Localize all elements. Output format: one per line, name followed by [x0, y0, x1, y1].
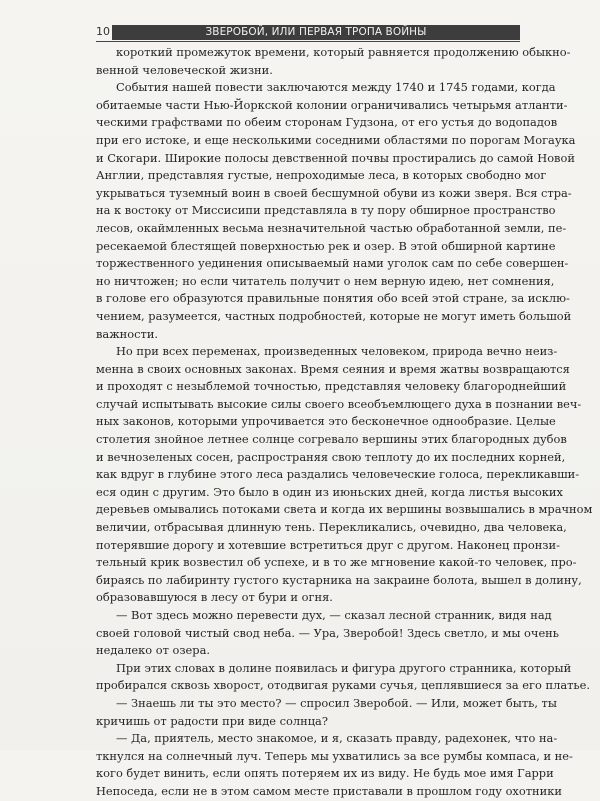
text-line: важности. [96, 326, 159, 341]
text-line: и вечнозеленых сосен, распространяя свою теплоту до их последних корней, [96, 449, 566, 464]
text-line: лесов, окаймленных весьма незначительной частью обработанной земли, пе- [96, 220, 567, 235]
body-text [96, 44, 593, 801]
paragraph [96, 660, 590, 695]
text-line: и Скогари. Широкие полосы девственной почвы простирались до самой Новой [96, 150, 575, 165]
text-line: бираясь по лабиринту густого кустарника на закраине болота, вышел в долину, [96, 572, 582, 587]
text-line: ческими графствами по обеим сторонам Гудзона, от его устья до водопадов [96, 115, 558, 130]
text-line: пробирался сквозь хворост, отодвигая руками сучья, цеплявшиеся за его платье. [96, 678, 590, 693]
text-line: События нашей повести заключаются между 1740 и 1745 годами, когда [116, 80, 556, 95]
text-line: кого будет винить, если опять потеряем их из виду. Не будь мое имя Гарри [96, 766, 554, 781]
text-line: — Вот здесь можно перевести дух, — сказал лесной странник, видя над [116, 608, 552, 622]
text-line: величии, отбрасывая длинную тень. Перекликались, очевидно, два человека, [96, 520, 567, 535]
page-number: 10 [96, 25, 110, 38]
text-line: кричишь от радости при виде солнца? [96, 713, 328, 728]
text-line: — Знаешь ли ты это место? — спросил Зверобой. — Или, может быть, ты [116, 695, 557, 710]
text-line: короткий промежуток времени, который равняется продолжению обыкно- [116, 45, 571, 59]
text-line: — Да, приятель, место знакомое, и я, сказать правду, радехонек, что на- [116, 731, 558, 746]
running-title: ЗВЕРОБОЙ, ИЛИ ПЕРВАЯ ТРОПА ВОЙНЫ [112, 25, 520, 40]
text-line: тельный крик возвестил об успехе, и в то же мгновение какой-то человек, про- [96, 555, 577, 570]
paragraph [96, 79, 576, 343]
paragraph [96, 44, 571, 79]
text-line: деревьев омывались потоками света и когда их вершины возвышались в мрачном [96, 502, 593, 517]
text-line: менна в своих основных законах. Время сеяния и время жатвы возвращаются [96, 361, 570, 376]
text-line: недалеко от озера. [96, 643, 211, 658]
text-line: ресекаемой блестящей поверхностью рек и озер. В этой обширной картине [96, 238, 556, 253]
text-line: но ничтожен; но если читатель получит о нем верную идею, нет сомнения, [96, 273, 555, 288]
text-line: и проходят с незыблемой точностью, представляя человеку благороднейший [96, 379, 567, 394]
paragraph [96, 695, 557, 730]
text-line: еся один с другим. Это было в один из июньских дней, когда листья высоких [96, 484, 563, 499]
text-line: Непоседа, если не в этом самом месте приставали в прошлом году охотники [96, 783, 562, 798]
text-line: своей головой чистый свод неба. — Ура, Зверобой! Здесь светло, и мы очень [96, 625, 559, 640]
text-line: Англии, представляя густые, непроходимые леса, в которых свободно мог [96, 168, 547, 183]
paragraph [96, 343, 593, 607]
text-line: на к востоку от Миссисипи представляла в ту пору обширное пространство [96, 203, 556, 218]
paragraph [96, 607, 559, 660]
text-line: укрываться туземный воин в своей бесшумной обуви из кожи зверя. Вся стра- [96, 185, 572, 200]
text-line: потерявшие дорогу и хотевшие встретиться друг с другом. Наконец пронзи- [96, 537, 560, 552]
text-line: чением, разумеется, частных подробностей, которые не могут иметь большой [96, 308, 572, 323]
text-line: в голове его образуются правильные понятия обо всей этой стране, за исклю- [96, 291, 570, 306]
text-line: обитаемые части Нью-Йоркской колонии ограничивались четырьмя атланти- [96, 97, 568, 112]
text-line: ткнулся на солнечный луч. Теперь мы ухватились за все румбы компаса, и не- [96, 748, 573, 763]
page-header [96, 25, 520, 42]
text-line: При этих словах в долине появилась и фигура другого странника, который [116, 660, 572, 675]
text-line: ных законов, которыми упрочивается это бесконечное однообразие. Целые [96, 414, 556, 429]
text-line: образовавшуюся в лесу от бури и огня. [96, 590, 333, 605]
text-line: столетия знойное летнее солнце согревало вершины этих благородных дубов [96, 432, 567, 447]
text-line: венной человеческой жизни. [96, 62, 273, 77]
text-line: Но при всех переменах, произведенных человеком, природа вечно неиз- [116, 344, 558, 359]
text-line: торжественного уединения описываемый нами уголок сам по себе совершен- [96, 256, 569, 271]
text-line: при его истоке, и еще несколькими соседними областями по порогам Могаука [96, 132, 576, 147]
paragraph [96, 730, 573, 800]
text-line: случай испытывать высокие силы своего всеобъемлющего духа в познании веч- [96, 396, 582, 411]
text-line: как вдруг в глубине этого леса раздались человеческие голоса, перекликавши- [96, 467, 580, 482]
